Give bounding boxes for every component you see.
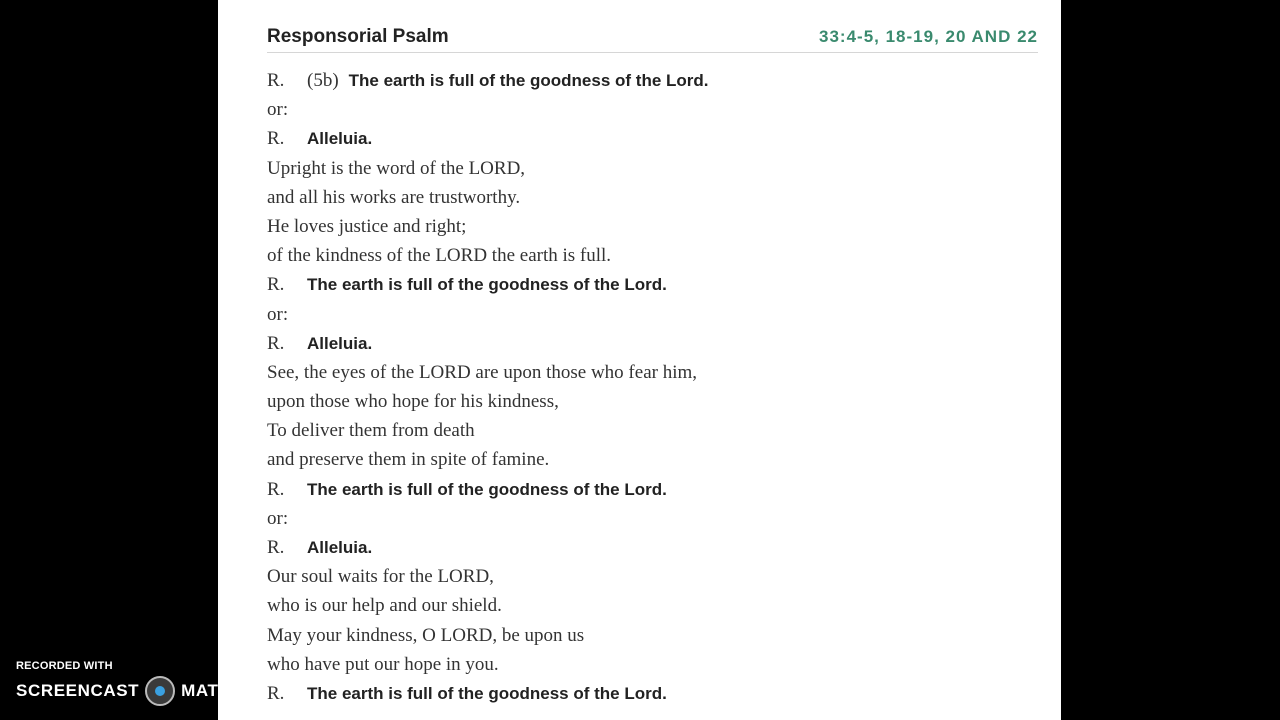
verse-line (267, 416, 1027, 445)
psalm-text (267, 66, 1027, 708)
response-text: The earth is full of the goodness of the Lord. (307, 683, 667, 703)
verse-line (267, 154, 1027, 183)
verse-line (267, 504, 1027, 533)
response-marker: R. (267, 70, 285, 91)
verse-text: of the kindness of the LORD the earth is full. (267, 245, 612, 267)
psalm-header (267, 24, 1038, 53)
verse-line (267, 212, 1027, 241)
response-text: Alleluia. (307, 333, 373, 353)
verse-text: who have put our hope in you. (267, 653, 499, 675)
verse-text: May your kindness, O LORD, be upon us (267, 624, 585, 646)
verse-text: or: (267, 303, 289, 325)
response-marker: R. (267, 274, 285, 296)
response-marker: R. (267, 478, 285, 500)
psalm-reference: 33:4-5, 18-19, 20 AND 22 (819, 27, 1038, 46)
response-line (267, 475, 1027, 504)
response-marker: R. (267, 128, 285, 150)
verse-text: or: (267, 99, 289, 121)
verse-text: Our soul waits for the LORD, (267, 566, 494, 588)
response-marker: R. (267, 682, 285, 704)
response-marker: R. (267, 537, 285, 558)
verse-text: He loves justice and right; (267, 215, 467, 237)
verse-line (267, 300, 1027, 329)
verse-text: or: (267, 507, 289, 529)
response-text: The earth is full of the goodness of the Lord. (307, 275, 667, 295)
screencast-brand (16, 676, 237, 706)
verse-text: To deliver them from death (267, 420, 475, 442)
verse-line (267, 621, 1027, 650)
screencast-watermark (16, 660, 237, 706)
record-icon (145, 676, 175, 706)
verse-text: Upright is the word of the LORD, (267, 157, 526, 179)
verse-line (267, 445, 1027, 474)
response-line (267, 270, 1027, 299)
response-line (267, 66, 1027, 95)
response-line (267, 679, 1027, 708)
verse-line (267, 591, 1027, 620)
brand-right-text: MATIC (181, 681, 237, 700)
response-text: Alleluia. (307, 538, 373, 557)
response-text: Alleluia. (307, 129, 373, 149)
response-verse-ref: (5b) (307, 70, 339, 91)
recorded-with-label: RECORDED WITH (16, 660, 113, 672)
verse-line (267, 562, 1027, 591)
verse-line (267, 387, 1027, 416)
response-text: The earth is full of the goodness of the Lord. (307, 479, 667, 499)
verse-line (267, 358, 1027, 387)
verse-text: upon those who hope for his kindness, (267, 391, 559, 413)
document-page (218, 0, 1061, 720)
verse-text: See, the eyes of the LORD are upon those who fear him, (267, 361, 698, 383)
verse-line (267, 183, 1027, 212)
verse-line (267, 95, 1027, 124)
response-line (267, 124, 1027, 153)
verse-text: who is our help and our shield. (267, 595, 502, 617)
verse-line (267, 241, 1027, 270)
response-marker: R. (267, 332, 285, 354)
response-line (267, 329, 1027, 358)
verse-text: and preserve them in spite of famine. (267, 449, 550, 471)
response-text: The earth is full of the goodness of the Lord. (348, 71, 709, 90)
verse-line (267, 650, 1027, 679)
verse-text: and all his works are trustworthy. (267, 186, 521, 208)
page-title: Responsorial Psalm (267, 26, 449, 47)
brand-left-text: SCREENCAST (16, 681, 140, 700)
response-line (267, 533, 1027, 562)
